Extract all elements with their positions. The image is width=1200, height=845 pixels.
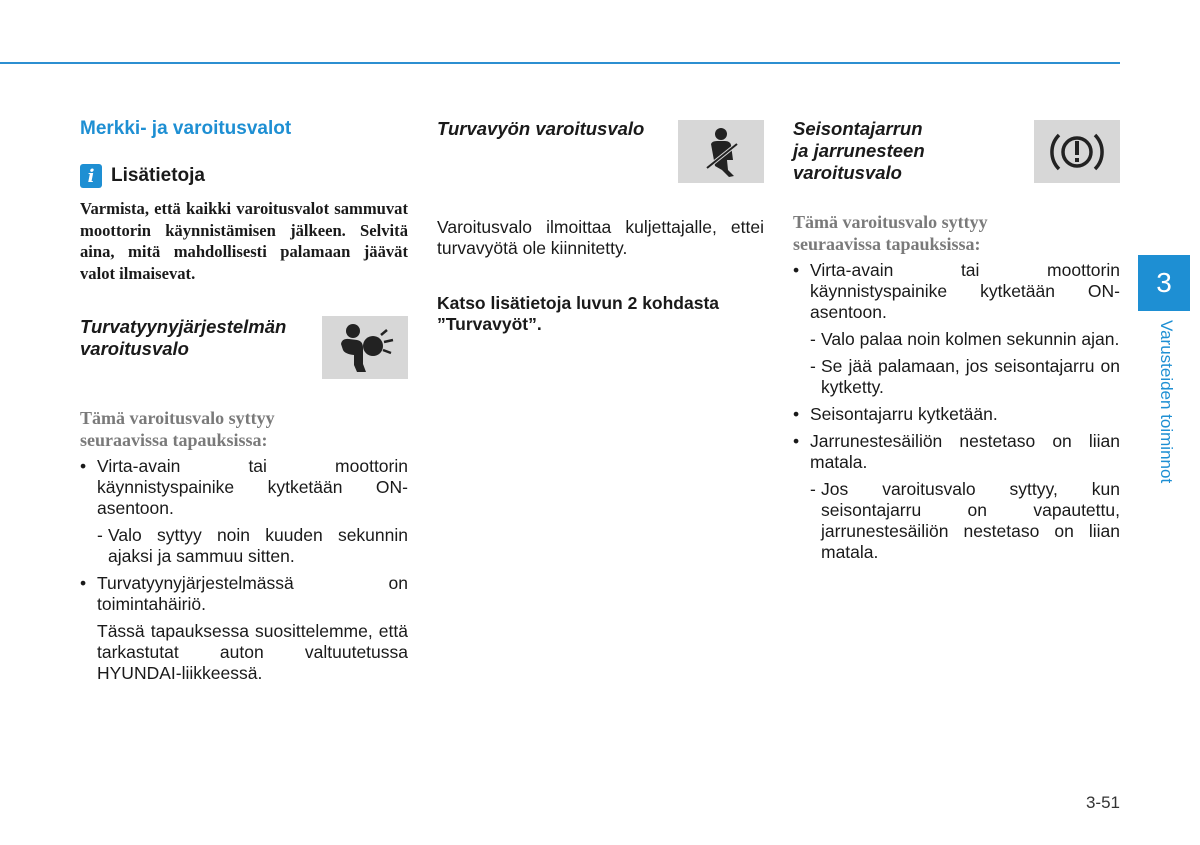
sub-item: - Se jää palamaan, jos seisontajarru on kytketty.: [810, 356, 1120, 397]
sub-item: - Valo syttyy noin kuuden sekunnin ajaksi ja sammuu sitten.: [97, 525, 408, 566]
list-item: • Virta-avain tai moottorin käynnistyspainike kytketään ON-asentoon.: [80, 456, 408, 519]
airbag-when: [80, 408, 275, 451]
brake-conditions: [793, 260, 1120, 569]
seatbelt-reference: Katso lisätietoja luvun 2 kohdasta ”Turvavyöt”.: [437, 293, 720, 334]
column-3: [793, 118, 1120, 578]
brake-heading: [793, 118, 1023, 184]
airbag-conditions: [80, 456, 408, 684]
section-title: Merkki- ja varoitusvalot: [80, 118, 292, 139]
airbag-when-line1: Tämä varoitusvalo syttyy: [80, 408, 275, 428]
info-icon: i: [80, 164, 102, 188]
airbag-when-line2: seuraavissa tapauksissa:: [80, 429, 268, 450]
list-item: • Seisontajarru kytketään.: [793, 404, 1120, 425]
info-note: Varmista, että kaikki varoitusvalot sammuvat moottorin käynnistämisen jälkeen. Selvitä aina, mitä mahdollisesti palamaan jäävät valot ilmaisevat.: [80, 199, 408, 283]
column-2: [437, 118, 764, 378]
chapter-name: Varusteiden toiminnot: [1157, 320, 1176, 484]
sub-item: - Valo palaa noin kolmen sekunnin ajan.: [810, 329, 1120, 349]
seatbelt-text: Varoitusvalo ilmoittaa kuljettajalle, ettei turvavyötä ole kiinnitetty.: [437, 217, 764, 258]
brake-when-line1: Tämä varoitusvalo syttyy: [793, 212, 988, 232]
page-number: 3-51: [1085, 793, 1120, 812]
brake-warning-icon: [1034, 120, 1120, 183]
list-item: • Jarrunestesäiliön nestetaso on liian matala.: [793, 431, 1120, 473]
info-heading: [80, 164, 205, 188]
brake-when: [793, 212, 988, 255]
seatbelt-warning-icon: [678, 120, 764, 183]
airbag-title-line2: varoitusvalo: [80, 338, 189, 359]
brake-when-line2: seuraavissa tapauksissa:: [793, 233, 981, 254]
list-item: • Turvatyynyjärjestelmässä on toimintahäiriö.: [80, 573, 408, 615]
info-title: Lisätietoja: [111, 165, 205, 186]
airbag-title-line1: Turvatyynyjärjestelmän: [80, 316, 287, 337]
airbag-heading: [80, 316, 320, 360]
seatbelt-title: Turvavyön varoitusvalo: [437, 118, 645, 139]
sub-item: - Jos varoitusvalo syttyy, kun seisontajarru on vapautettu, jarrunestesäiliön nestetaso on liian matala.: [810, 479, 1120, 562]
recommendation-text: Tässä tapauksessa suosittelemme, että tarkastutat auton valtuutetussa HYUNDAI-liikkeessä.: [97, 621, 408, 683]
brake-title-line2: ja jarrunesteen: [793, 140, 925, 161]
top-rule: [0, 62, 1120, 64]
chapter-number-tab: 3: [1138, 255, 1190, 311]
column-1: [80, 118, 408, 683]
brake-title-line3: varoitusvalo: [793, 162, 902, 183]
brake-title-line1: Seisontajarrun: [793, 118, 923, 139]
airbag-warning-icon: [322, 316, 408, 379]
list-item: • Virta-avain tai moottorin käynnistyspainike kytketään ON-asentoon.: [793, 260, 1120, 323]
